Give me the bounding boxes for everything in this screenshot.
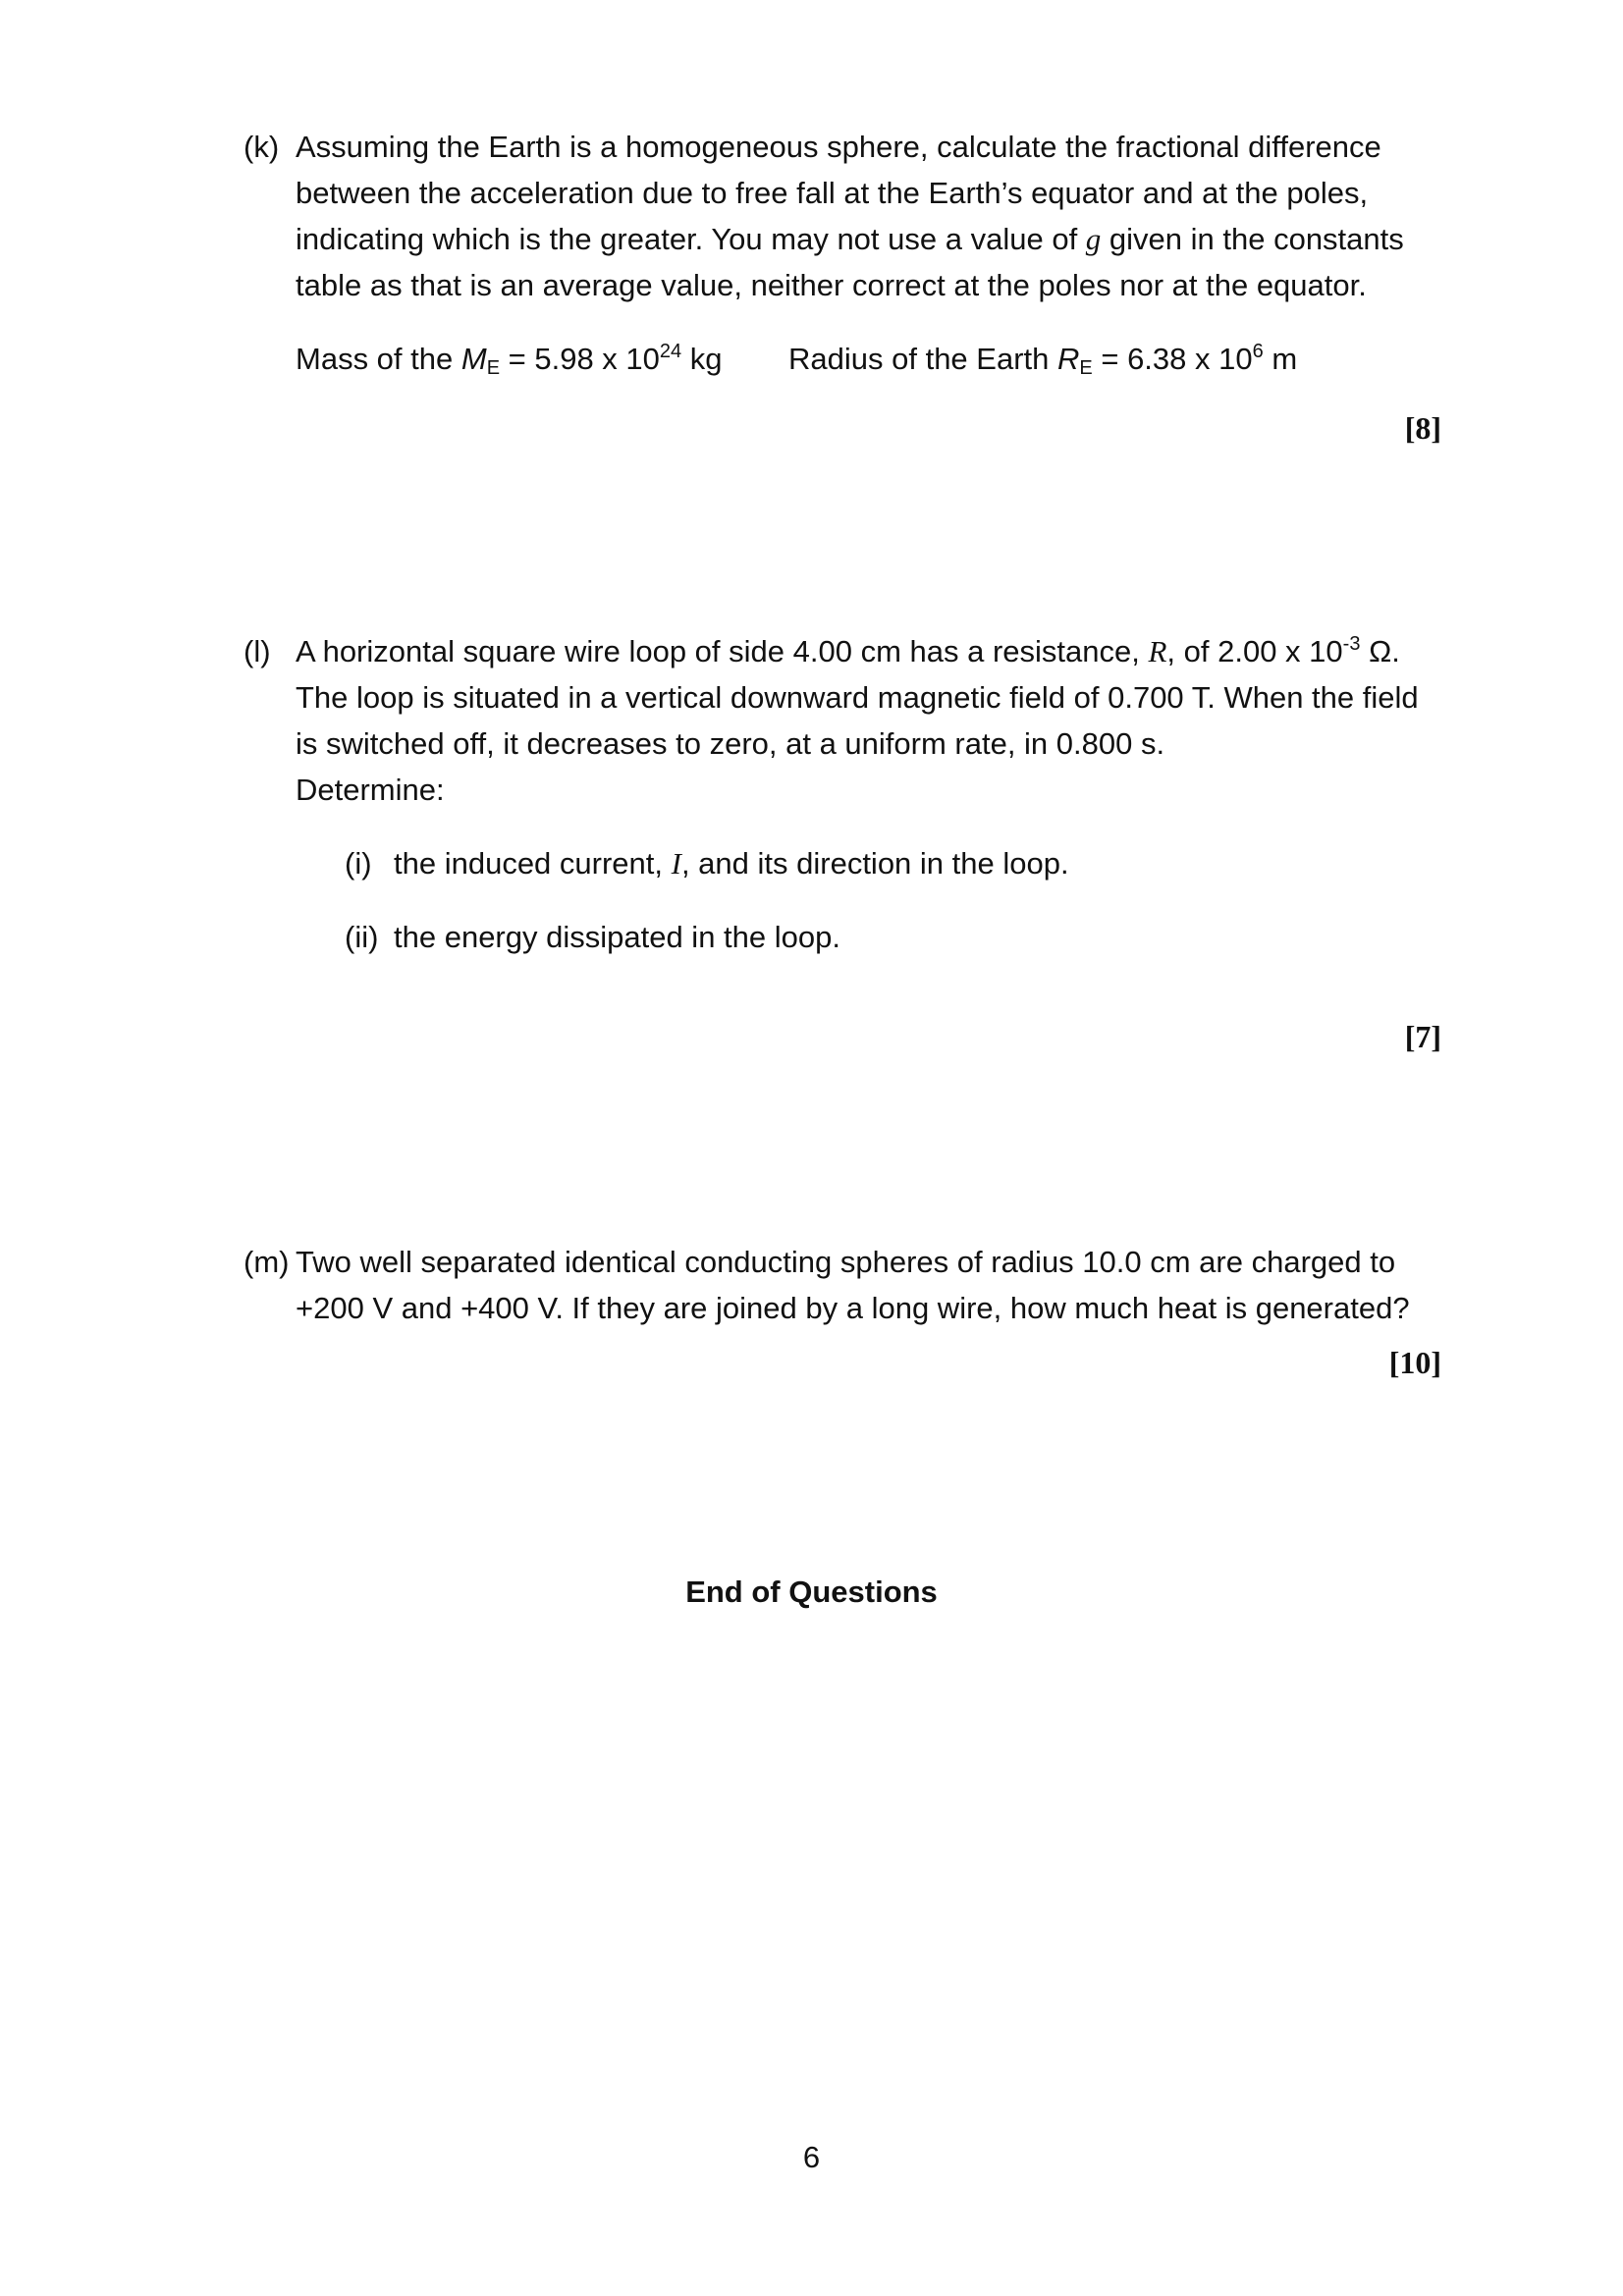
earth-radius-value: = 6.38 x 10	[1092, 342, 1253, 376]
earth-mass-symbol: M	[460, 342, 487, 376]
earth-radius-prefix: Radius of the Earth	[788, 342, 1057, 376]
subitem-i-label: (i)	[345, 846, 372, 881]
subitem-ii-label: (ii)	[345, 920, 379, 954]
earth-radius-exponent: 6	[1252, 341, 1264, 362]
question-k-label: (k)	[243, 130, 280, 164]
question-l	[243, 628, 1441, 988]
question-k-marks: [8]	[1404, 410, 1441, 446]
subitem-ii-text: the energy dissipated in the loop.	[394, 920, 840, 954]
g-symbol: g	[1085, 222, 1102, 256]
earth-radius-subscript: E	[1079, 357, 1093, 379]
earth-mass-value: = 5.98 x 10	[500, 342, 660, 376]
page-number: 6	[802, 2140, 821, 2174]
earth-mass-exponent: 24	[659, 341, 682, 362]
subitem-i-text	[394, 840, 1069, 886]
earth-mass	[296, 336, 723, 382]
question-l-line-3: is switched off, it decreases to zero, at a uniform rate, in 0.800 s.	[296, 726, 1165, 761]
resistance-symbol: R	[1148, 634, 1167, 668]
question-m-line-2: +200 V and +400 V. If they are joined by a long wire, how much heat is generated?	[296, 1291, 1410, 1325]
earth-radius	[788, 336, 1297, 382]
question-l-label: (l)	[243, 634, 271, 668]
end-of-questions: End of Questions	[685, 1575, 938, 1609]
question-k-line-2: between the acceleration due to free fall at the Earth’s equator and at the poles,	[296, 176, 1369, 210]
question-l-subitems	[345, 840, 1441, 960]
question-l-line-1-b: , of 2.00 x 10	[1166, 634, 1343, 668]
earth-constants	[296, 336, 1441, 382]
earth-mass-prefix: Mass of the	[296, 342, 461, 376]
question-k-line-3-b: given in the constants	[1101, 222, 1404, 256]
question-m-label: (m)	[243, 1245, 290, 1279]
question-l-line-1-a: A horizontal square wire loop of side 4.00 cm has a resistance,	[296, 634, 1149, 668]
resistance-exponent: -3	[1342, 633, 1361, 655]
question-l-line-1	[296, 628, 1441, 674]
subitem-ii	[345, 914, 1441, 960]
question-m	[243, 1239, 1441, 1331]
question-m-body	[296, 1239, 1441, 1331]
question-k-line-3-a: indicating which is the greater. You may not use a value of	[296, 222, 1086, 256]
question-k-line-3	[296, 216, 1441, 262]
question-k-body	[296, 124, 1441, 382]
subitem-i-text-a: the induced current,	[394, 846, 672, 881]
question-l-line-2: The loop is situated in a vertical downward magnetic field of 0.700 T. When the field	[296, 680, 1419, 715]
question-l-marks: [7]	[1404, 1019, 1441, 1054]
earth-radius-symbol: R	[1057, 342, 1080, 376]
determine-label: Determine:	[296, 773, 445, 807]
question-l-body	[296, 628, 1441, 960]
question-k	[243, 124, 1441, 382]
current-symbol: I	[671, 846, 681, 881]
question-k-line-1: Assuming the Earth is a homogeneous sphere, calculate the fractional difference	[296, 130, 1381, 164]
subitem-i	[345, 840, 1441, 886]
earth-radius-unit: m	[1263, 342, 1298, 376]
subitem-i-text-b: , and its direction in the loop.	[680, 846, 1069, 881]
question-k-line-4: table as that is an average value, neither correct at the poles nor at the equator.	[296, 268, 1367, 302]
earth-mass-subscript: E	[486, 357, 501, 379]
earth-mass-unit: kg	[681, 342, 723, 376]
question-l-line-1-c: Ω.	[1360, 634, 1400, 668]
question-m-line-1: Two well separated identical conducting spheres of radius 10.0 cm are charged to	[296, 1245, 1396, 1279]
question-m-marks: [10]	[1388, 1345, 1441, 1380]
